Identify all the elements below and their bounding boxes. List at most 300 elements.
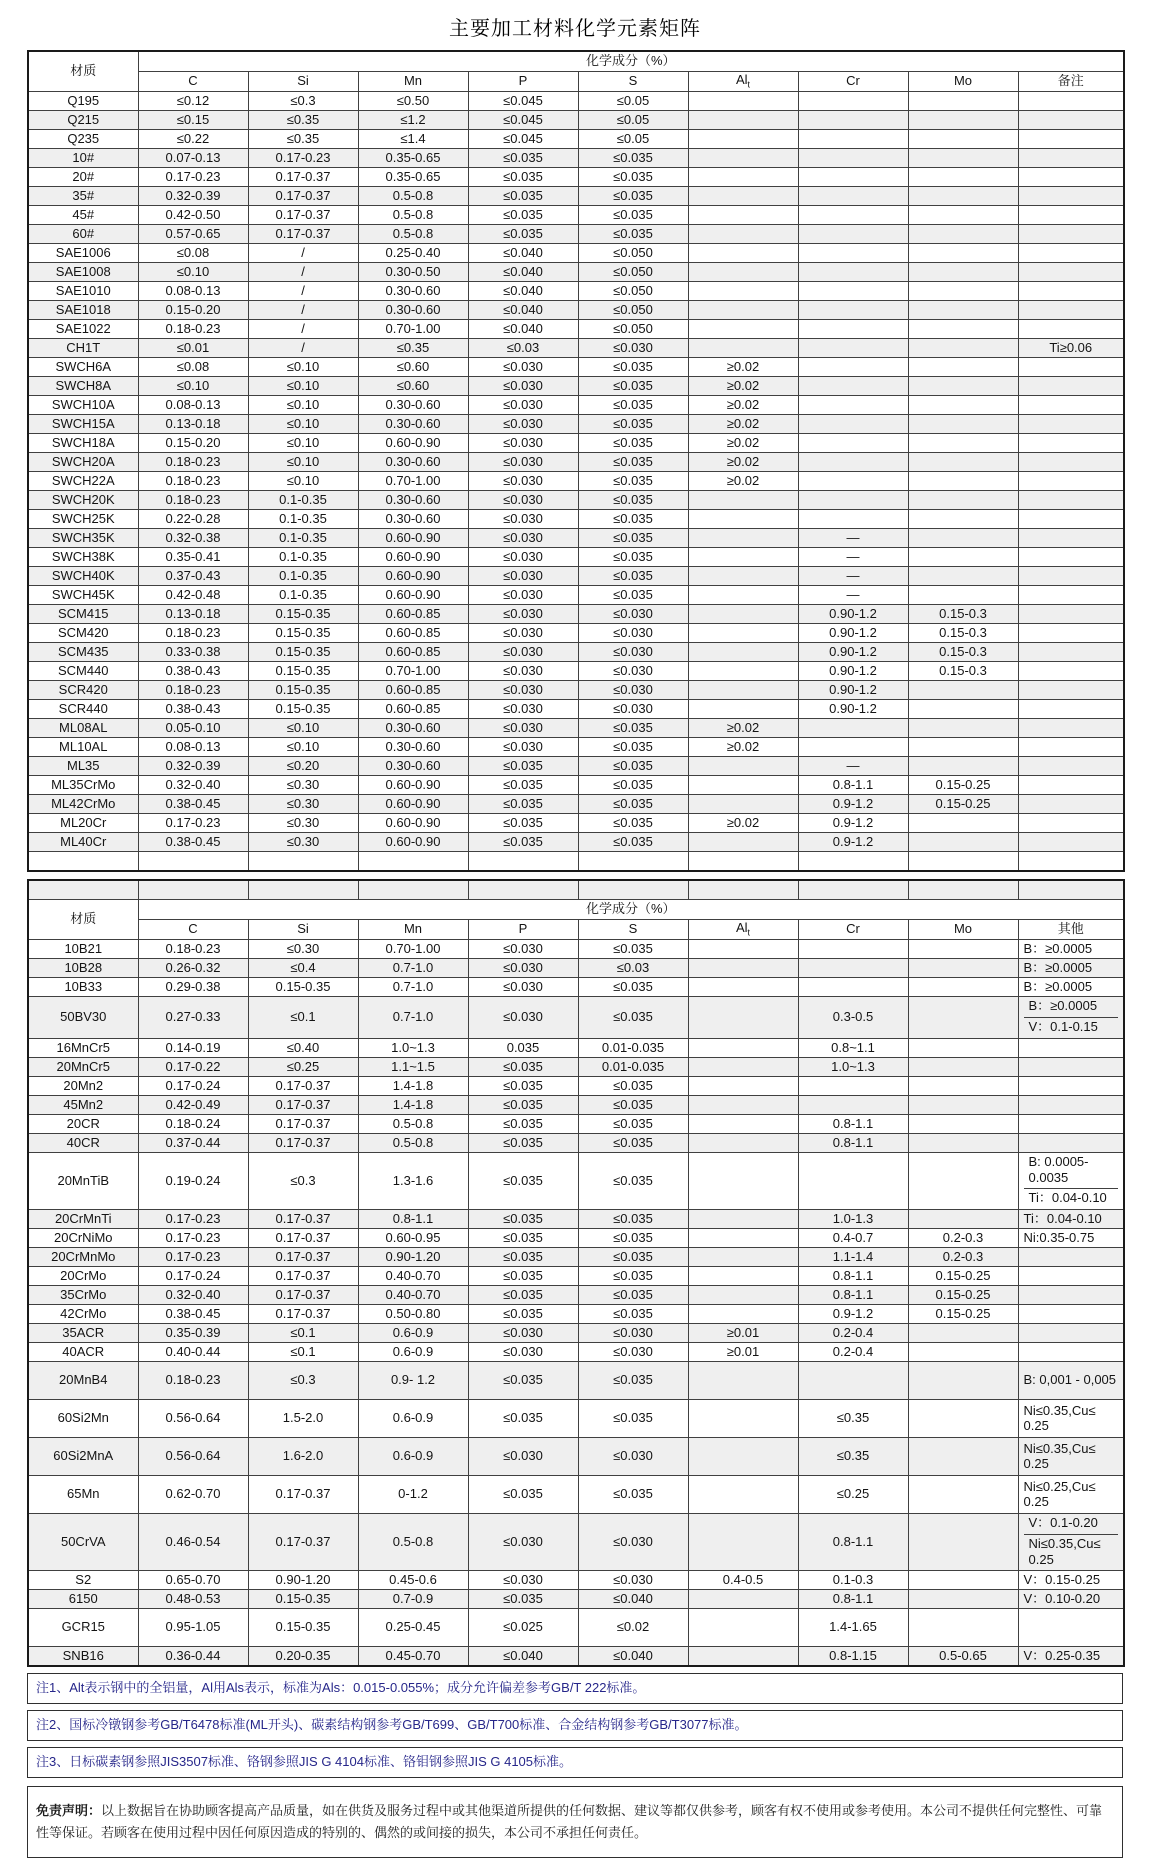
- column-header-cr: Cr: [798, 72, 908, 92]
- value-cell: [908, 757, 1018, 776]
- value-cell: ≤0.08: [138, 358, 248, 377]
- value-cell: ≤0.040: [578, 1647, 688, 1667]
- value-cell: ≤0.035: [468, 1286, 578, 1305]
- value-cell: [908, 940, 1018, 959]
- value-cell: ≥0.01: [688, 1343, 798, 1362]
- value-cell: ≤0.035: [578, 833, 688, 852]
- value-cell: 0.90-1.20: [358, 1248, 468, 1267]
- value-cell: 0.17-0.24: [138, 1077, 248, 1096]
- value-cell: [908, 681, 1018, 700]
- value-cell: [798, 738, 908, 757]
- value-cell: ≥0.02: [688, 396, 798, 415]
- value-cell: 0.38-0.43: [138, 700, 248, 719]
- column-header-si: Si: [248, 72, 358, 92]
- value-cell: [688, 529, 798, 548]
- value-cell: [688, 92, 798, 111]
- table-row: [28, 852, 1124, 872]
- value-cell: 1.0~1.3: [798, 1058, 908, 1077]
- value-cell: [798, 1096, 908, 1115]
- value-cell: 0.30-0.60: [358, 491, 468, 510]
- value-cell: ≤0.30: [248, 795, 358, 814]
- value-cell: 0.90-1.2: [798, 700, 908, 719]
- value-cell: 0.5-0.8: [358, 206, 468, 225]
- table-row: [28, 1514, 1124, 1571]
- value-cell: ≤0.035: [578, 1077, 688, 1096]
- value-cell: 0.9-1.2: [798, 814, 908, 833]
- value-cell: ≤0.030: [468, 605, 578, 624]
- material-cell: 60Si2MnA: [28, 1438, 138, 1476]
- value-cell: [1018, 1134, 1124, 1153]
- value-cell: [358, 852, 468, 872]
- material-column-header: 材质: [28, 900, 138, 940]
- table-row: [28, 130, 1124, 149]
- value-cell: ≥0.02: [688, 719, 798, 738]
- value-cell: [688, 1248, 798, 1267]
- value-cell: [1018, 111, 1124, 130]
- value-cell: ≤0.035: [578, 510, 688, 529]
- value-cell: 0.90-1.2: [798, 681, 908, 700]
- value-cell: [908, 1077, 1018, 1096]
- value-cell: [688, 776, 798, 795]
- split-value: V：0.1-0.15: [1028, 1019, 1098, 1034]
- value-cell: [1018, 776, 1124, 795]
- page-title: 主要加工材料化学元素矩阵: [449, 18, 701, 40]
- table-row: [28, 1324, 1124, 1343]
- value-cell: ≤0.030: [578, 1324, 688, 1343]
- al-label: Al: [735, 920, 748, 936]
- value-cell: Ni≤0.25,Cu≤ 0.25: [1018, 1476, 1124, 1514]
- value-cell: ≤0.035: [578, 1476, 688, 1514]
- value-cell: [688, 605, 798, 624]
- value-cell: 0.50-0.80: [358, 1305, 468, 1324]
- table-row: [28, 491, 1124, 510]
- value-cell: [1018, 225, 1124, 244]
- value-cell: [1018, 434, 1124, 453]
- value-cell: [688, 1476, 798, 1514]
- value-cell: Ni:0.35-0.75: [1018, 1229, 1124, 1248]
- value-cell: ≤0.35: [798, 1438, 908, 1476]
- value-cell: 1.4-1.8: [358, 1077, 468, 1096]
- value-cell: ≤0.030: [468, 643, 578, 662]
- value-cell: B：≥0.0005: [1018, 959, 1124, 978]
- value-cell: 0.17-0.37: [248, 1096, 358, 1115]
- value-cell: ≤0.035: [468, 1476, 578, 1514]
- value-cell: [1018, 377, 1124, 396]
- value-cell: ≤0.035: [578, 814, 688, 833]
- value-cell: V：0.15-0.25: [1018, 1571, 1124, 1590]
- value-cell: [1018, 396, 1124, 415]
- value-cell: 0.30-0.60: [358, 510, 468, 529]
- value-cell: 0.60-0.90: [358, 833, 468, 852]
- value-cell: 0.8-1.1: [798, 1514, 908, 1571]
- value-cell: [688, 1153, 798, 1210]
- value-cell: B：≥0.0005: [1018, 940, 1124, 959]
- table-row: [28, 776, 1124, 795]
- value-cell: 0.5-0.65: [908, 1647, 1018, 1667]
- table-row: [28, 1267, 1124, 1286]
- value-cell: [1018, 833, 1124, 852]
- value-cell: [688, 1210, 798, 1229]
- material-cell: 20CrMnMo: [28, 1248, 138, 1267]
- value-cell: 0.32-0.40: [138, 1286, 248, 1305]
- value-cell: [688, 795, 798, 814]
- value-cell: ≤0.035: [468, 814, 578, 833]
- table-row: [28, 1476, 1124, 1514]
- value-cell: ≤0.030: [578, 605, 688, 624]
- value-cell: ≤0.035: [578, 225, 688, 244]
- blank-row: [28, 880, 1124, 900]
- value-cell: ≤0.40: [248, 1039, 358, 1058]
- material-cell: SWCH6A: [28, 358, 138, 377]
- value-cell: [908, 510, 1018, 529]
- disclaimer-text: 以上数据旨在协助顾客提高产品质量，如在供货及服务过程中或其他渠道所提供的任何数据、建议等都仅供参考，顾客有权不使用或参考使用。本公司不提供任何完整性、可靠性等保证。若顾客在使用过程中因任何原因造成的特别的、偶然的或间接的损失，本公司不承担任何责任。: [36, 1802, 1103, 1840]
- empty-cell: [798, 880, 908, 900]
- table-row: [28, 320, 1124, 339]
- value-cell: ≥0.01: [688, 1324, 798, 1343]
- material-cell: 40CR: [28, 1134, 138, 1153]
- value-cell: [798, 149, 908, 168]
- value-cell: ≤0.035: [578, 1305, 688, 1324]
- material-cell: 20Mn2: [28, 1077, 138, 1096]
- material-cell: SWCH22A: [28, 472, 138, 491]
- value-cell: [1018, 852, 1124, 872]
- value-cell: [688, 940, 798, 959]
- material-cell: GCR15: [28, 1609, 138, 1647]
- table-row: [28, 586, 1124, 605]
- value-cell: ≤0.030: [468, 738, 578, 757]
- value-cell: 0.8-1.1: [798, 1134, 908, 1153]
- value-cell: ≤0.030: [468, 1514, 578, 1571]
- material-cell: 20CR: [28, 1115, 138, 1134]
- table-row: [28, 959, 1124, 978]
- value-cell: [908, 738, 1018, 757]
- value-cell: 0.70-1.00: [358, 662, 468, 681]
- value-cell: 0.8-1.1: [358, 1210, 468, 1229]
- value-cell: [688, 1647, 798, 1667]
- value-cell: [908, 1514, 1018, 1571]
- table-row: [28, 1609, 1124, 1647]
- value-cell: 0.38-0.45: [138, 795, 248, 814]
- value-cell: [1018, 1514, 1124, 1571]
- value-cell: [1018, 1343, 1124, 1362]
- value-cell: B：≥0.0005: [1018, 978, 1124, 997]
- value-cell: 0.15-0.20: [138, 434, 248, 453]
- value-cell: [908, 1343, 1018, 1362]
- value-cell: [688, 1229, 798, 1248]
- material-cell: 35CrMo: [28, 1286, 138, 1305]
- value-cell: ≤0.035: [578, 453, 688, 472]
- table-row: [28, 567, 1124, 586]
- table-row: [28, 358, 1124, 377]
- value-cell: [908, 301, 1018, 320]
- column-header-mn: Mn: [358, 920, 468, 940]
- value-cell: [908, 1210, 1018, 1229]
- value-cell: ≤0.035: [578, 396, 688, 415]
- table-row: [28, 605, 1124, 624]
- value-cell: ≤0.10: [138, 377, 248, 396]
- value-cell: [798, 1362, 908, 1400]
- value-cell: 0.17-0.23: [138, 1248, 248, 1267]
- value-cell: 0.18-0.23: [138, 681, 248, 700]
- table-row: [28, 206, 1124, 225]
- value-cell: [1018, 1324, 1124, 1343]
- value-cell: [688, 1077, 798, 1096]
- value-cell: ≤0.035: [578, 415, 688, 434]
- value-cell: ≥0.02: [688, 814, 798, 833]
- value-cell: ≤0.05: [578, 92, 688, 111]
- value-cell: [908, 187, 1018, 206]
- table-row: [28, 1134, 1124, 1153]
- value-cell: 0.17-0.24: [138, 1267, 248, 1286]
- value-cell: B: 0,001 - 0,005: [1018, 1362, 1124, 1400]
- value-cell: ≤1.2: [358, 111, 468, 130]
- value-cell: 0.07-0.13: [138, 149, 248, 168]
- table-row: [28, 795, 1124, 814]
- value-cell: ≤0.050: [578, 263, 688, 282]
- value-cell: [1018, 757, 1124, 776]
- value-cell: [908, 529, 1018, 548]
- value-cell: [908, 1039, 1018, 1058]
- value-cell: ≤0.035: [578, 472, 688, 491]
- value-cell: [798, 491, 908, 510]
- column-header-c: C: [138, 920, 248, 940]
- value-cell: [798, 453, 908, 472]
- value-cell: [688, 1134, 798, 1153]
- table-row: [28, 282, 1124, 301]
- value-cell: ≤0.035: [578, 149, 688, 168]
- material-cell: 10#: [28, 149, 138, 168]
- value-cell: /: [248, 339, 358, 358]
- value-cell: [1018, 643, 1124, 662]
- value-cell: 0.56-0.64: [138, 1438, 248, 1476]
- value-cell: ≤0.4: [248, 959, 358, 978]
- value-cell: ≤0.035: [578, 1115, 688, 1134]
- material-cell: 20CrMnTi: [28, 1210, 138, 1229]
- value-cell: 0.40-0.44: [138, 1343, 248, 1362]
- value-cell: 0.17-0.37: [248, 206, 358, 225]
- value-cell: 0.30-0.60: [358, 738, 468, 757]
- material-cell: SAE1006: [28, 244, 138, 263]
- value-cell: ≤0.10: [248, 434, 358, 453]
- value-cell: ≤0.040: [468, 282, 578, 301]
- value-cell: ≤0.30: [248, 776, 358, 795]
- value-cell: 0.9- 1.2: [358, 1362, 468, 1400]
- value-cell: 0.70-1.00: [358, 472, 468, 491]
- material-cell: 20MnCr5: [28, 1058, 138, 1077]
- material-cell: 65Mn: [28, 1476, 138, 1514]
- table-row: [28, 624, 1124, 643]
- value-cell: ≤0.035: [468, 1210, 578, 1229]
- value-cell: [798, 92, 908, 111]
- value-cell: ≤0.03: [578, 959, 688, 978]
- value-cell: [1018, 548, 1124, 567]
- value-cell: ≤0.035: [578, 757, 688, 776]
- value-cell: 0.26-0.32: [138, 959, 248, 978]
- value-cell: /: [248, 244, 358, 263]
- table-row: [28, 529, 1124, 548]
- value-cell: 0.17-0.37: [248, 1476, 358, 1514]
- value-cell: 0.01-0.035: [578, 1058, 688, 1077]
- value-cell: 0.22-0.28: [138, 510, 248, 529]
- value-cell: [1018, 1039, 1124, 1058]
- value-cell: 0.60-0.85: [358, 643, 468, 662]
- value-cell: [688, 997, 798, 1039]
- table-row: [28, 453, 1124, 472]
- material-cell: 16MnCr5: [28, 1039, 138, 1058]
- value-cell: [1018, 1248, 1124, 1267]
- value-cell: ≤0.030: [468, 377, 578, 396]
- value-cell: [688, 852, 798, 872]
- value-cell: [908, 491, 1018, 510]
- disclaimer: [27, 1786, 1123, 1858]
- value-cell: ≤0.035: [468, 1153, 578, 1210]
- value-cell: ≤0.035: [468, 795, 578, 814]
- value-cell: [688, 662, 798, 681]
- value-cell: [578, 852, 688, 872]
- value-cell: 0.17-0.23: [138, 168, 248, 187]
- value-cell: ≤0.045: [468, 92, 578, 111]
- value-cell: 0.8-1.1: [798, 1115, 908, 1134]
- value-cell: [248, 852, 358, 872]
- material-cell: ML35: [28, 757, 138, 776]
- value-cell: 0.17-0.22: [138, 1058, 248, 1077]
- material-cell: 20CrNiMo: [28, 1229, 138, 1248]
- value-cell: [1018, 320, 1124, 339]
- value-cell: [798, 130, 908, 149]
- value-cell: [1018, 491, 1124, 510]
- value-cell: [688, 1058, 798, 1077]
- value-cell: ≤0.035: [468, 1096, 578, 1115]
- value-cell: [688, 1286, 798, 1305]
- value-cell: ≤0.030: [468, 1438, 578, 1476]
- composition-table-1: [27, 50, 1125, 872]
- value-cell: 0.32-0.38: [138, 529, 248, 548]
- table-row: [28, 510, 1124, 529]
- split-value: Ti：0.04-0.10: [1028, 1189, 1107, 1205]
- value-cell: ≤0.30: [248, 833, 358, 852]
- value-cell: ≤0.25: [798, 1476, 908, 1514]
- value-cell: 0.15-0.25: [908, 776, 1018, 795]
- value-cell: [688, 833, 798, 852]
- material-cell: CH1T: [28, 339, 138, 358]
- value-cell: 1.4-1.65: [798, 1609, 908, 1647]
- empty-cell: [908, 880, 1018, 900]
- value-cell: —: [798, 529, 908, 548]
- value-cell: ≤0.3: [248, 1362, 358, 1400]
- value-cell: ≤0.035: [578, 1229, 688, 1248]
- table-row: [28, 1248, 1124, 1267]
- value-cell: ≤0.040: [468, 1647, 578, 1667]
- material-cell: SWCH35K: [28, 529, 138, 548]
- material-cell: ML42CrMo: [28, 795, 138, 814]
- value-cell: ≤0.030: [468, 586, 578, 605]
- table-row: [28, 1039, 1124, 1058]
- table-row: [28, 1343, 1124, 1362]
- value-cell: [798, 111, 908, 130]
- value-cell: [798, 978, 908, 997]
- composition-group-header: 化学成分（%）: [138, 51, 1124, 72]
- value-cell: ≤0.030: [468, 959, 578, 978]
- value-cell: ≥0.02: [688, 738, 798, 757]
- value-cell: ≤0.05: [578, 130, 688, 149]
- table-row: [28, 1571, 1124, 1590]
- value-cell: ≤0.20: [248, 757, 358, 776]
- value-cell: ≥0.02: [688, 434, 798, 453]
- empty-cell: [578, 880, 688, 900]
- value-cell: ≥0.02: [688, 472, 798, 491]
- value-cell: 0.15-0.25: [908, 1267, 1018, 1286]
- value-cell: [1018, 795, 1124, 814]
- table-row: [28, 1210, 1124, 1229]
- value-cell: 1.0~1.3: [358, 1039, 468, 1058]
- value-cell: [908, 282, 1018, 301]
- value-cell: [908, 1115, 1018, 1134]
- value-cell: V：0.10-0.20: [1018, 1590, 1124, 1609]
- value-cell: ≤0.035: [578, 358, 688, 377]
- value-cell: [138, 852, 248, 872]
- material-cell: SCM435: [28, 643, 138, 662]
- value-cell: 0.38-0.43: [138, 662, 248, 681]
- value-cell: [798, 1153, 908, 1210]
- value-cell: 0.5-0.8: [358, 225, 468, 244]
- value-cell: [688, 1609, 798, 1647]
- value-cell: ≤0.035: [578, 567, 688, 586]
- value-cell: [1018, 586, 1124, 605]
- al-label: Al: [735, 72, 748, 88]
- value-cell: 0.30-0.60: [358, 396, 468, 415]
- footnote-3: 注3、日标碳素钢参照JIS3507标准、铬钢参照JIS G 4104标准、铬钼钢参照JIS G 4105标准。: [27, 1747, 1123, 1778]
- value-cell: [1018, 681, 1124, 700]
- value-cell: ≤0.045: [468, 130, 578, 149]
- value-cell: [908, 1438, 1018, 1476]
- value-cell: ≤0.035: [578, 1096, 688, 1115]
- material-cell: SAE1010: [28, 282, 138, 301]
- table-row: [28, 1647, 1124, 1667]
- value-cell: [908, 700, 1018, 719]
- value-cell: ≥0.02: [688, 358, 798, 377]
- table-row: [28, 1305, 1124, 1324]
- value-cell: [688, 111, 798, 130]
- value-cell: ≤1.4: [358, 130, 468, 149]
- value-cell: [908, 396, 1018, 415]
- value-cell: 0.90-1.2: [798, 605, 908, 624]
- value-cell: ≤0.030: [468, 719, 578, 738]
- value-cell: ≤0.1: [248, 1343, 358, 1362]
- material-cell: S2: [28, 1571, 138, 1590]
- value-cell: 0.4-0.5: [688, 1571, 798, 1590]
- value-cell: ≤0.030: [578, 1514, 688, 1571]
- material-cell: 50CrVA: [28, 1514, 138, 1571]
- table-row: [28, 978, 1124, 997]
- value-cell: ≤0.10: [248, 453, 358, 472]
- value-cell: ≤0.35: [798, 1400, 908, 1438]
- table-row: [28, 92, 1124, 111]
- value-cell: 0.7-0.9: [358, 1590, 468, 1609]
- value-cell: ≤0.035: [578, 1286, 688, 1305]
- value-cell: [688, 959, 798, 978]
- value-cell: 0.08-0.13: [138, 738, 248, 757]
- value-cell: [908, 1571, 1018, 1590]
- value-cell: ≤0.035: [578, 940, 688, 959]
- table-row: [28, 940, 1124, 959]
- value-cell: [908, 1590, 1018, 1609]
- value-cell: 0.17-0.37: [248, 1134, 358, 1153]
- value-cell: 0.15-0.35: [248, 978, 358, 997]
- value-cell: 0.5-0.8: [358, 1134, 468, 1153]
- table-row: [28, 833, 1124, 852]
- table-row: [28, 1153, 1124, 1210]
- value-cell: 0.25-0.45: [358, 1609, 468, 1647]
